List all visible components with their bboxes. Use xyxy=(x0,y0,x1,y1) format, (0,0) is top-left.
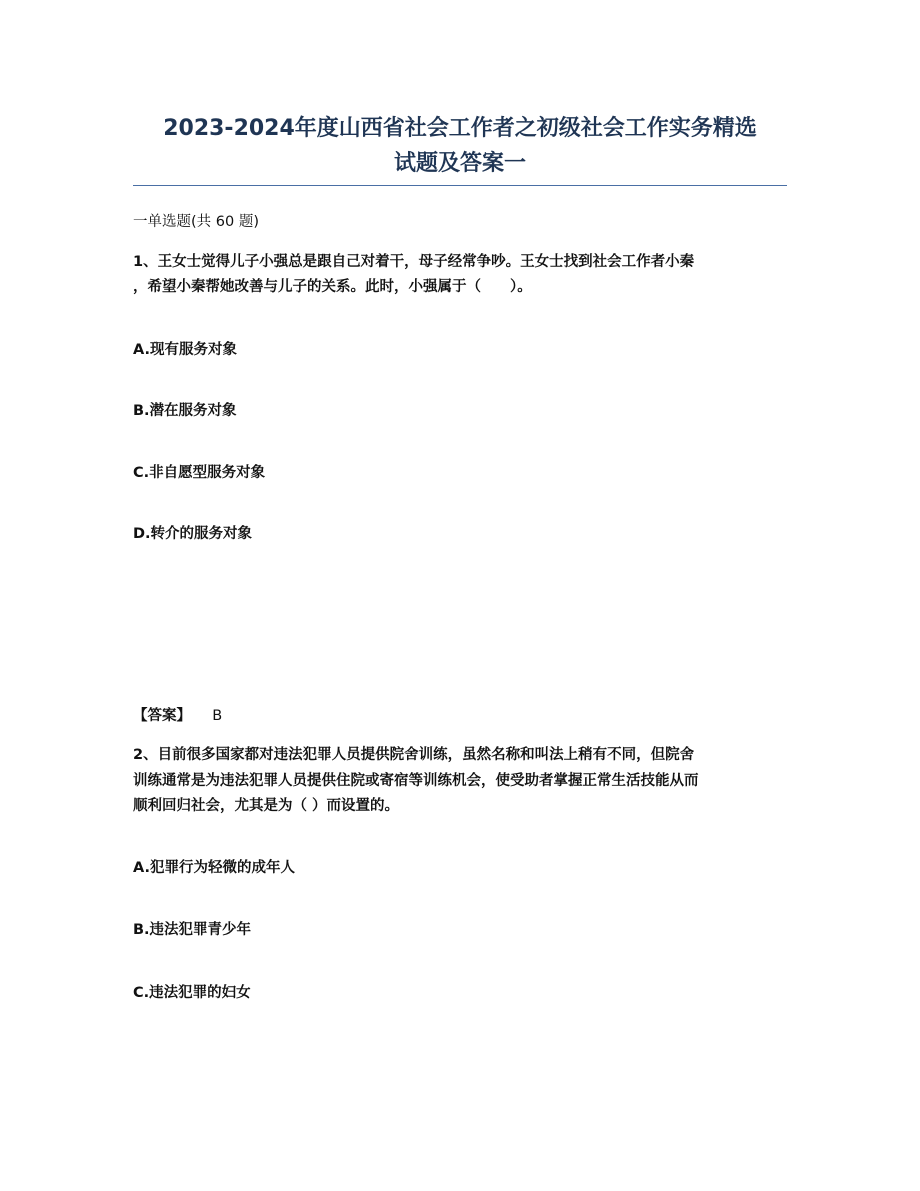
question-2-stem-line-2: 训练通常是为违法犯罪人员提供住院或寄宿等训练机会，使受助者掌握正常生活技能从而 xyxy=(133,773,699,789)
question-1-option-d: D.转介的服务对象 xyxy=(133,526,253,542)
document-title-line-2: 试题及答案一 xyxy=(393,151,526,176)
question-1-option-a: A.现有服务对象 xyxy=(133,342,237,358)
question-1-stem-line-2: ，希望小秦帮她改善与儿子的关系。此时，小强属于（ ）。 xyxy=(133,279,532,295)
question-2-option-c: C.违法犯罪的妇女 xyxy=(133,985,251,1001)
question-1-option-c: C.非自愿型服务对象 xyxy=(133,465,266,481)
question-1-answer xyxy=(133,706,222,726)
question-1-option-b: B.潜在服务对象 xyxy=(133,403,237,419)
answer-label: 【答案】 xyxy=(133,708,191,724)
question-1-stem-line-1: 1、王女士觉得儿子小强总是跟自己对着干，母子经常争吵。王女士找到社会工作者小秦 xyxy=(133,254,695,270)
question-2-option-b: B.违法犯罪青少年 xyxy=(133,922,252,938)
title-divider xyxy=(133,185,787,186)
question-2-stem-line-1: 2、目前很多国家都对违法犯罪人员提供院舍训练，虽然名称和叫法上稍有不同，但院舍 xyxy=(133,747,695,763)
document-title-line-1: 2023-2024年度山西省社会工作者之初级社会工作实务精选 xyxy=(163,116,757,141)
question-2-option-a: A.犯罪行为轻微的成年人 xyxy=(133,860,295,876)
section-heading: 一单选题(共 60 题) xyxy=(133,214,259,230)
question-2-stem-line-3: 顺利回归社会，尤其是为（ ）而设置的。 xyxy=(133,798,400,814)
answer-value: B xyxy=(212,708,223,724)
